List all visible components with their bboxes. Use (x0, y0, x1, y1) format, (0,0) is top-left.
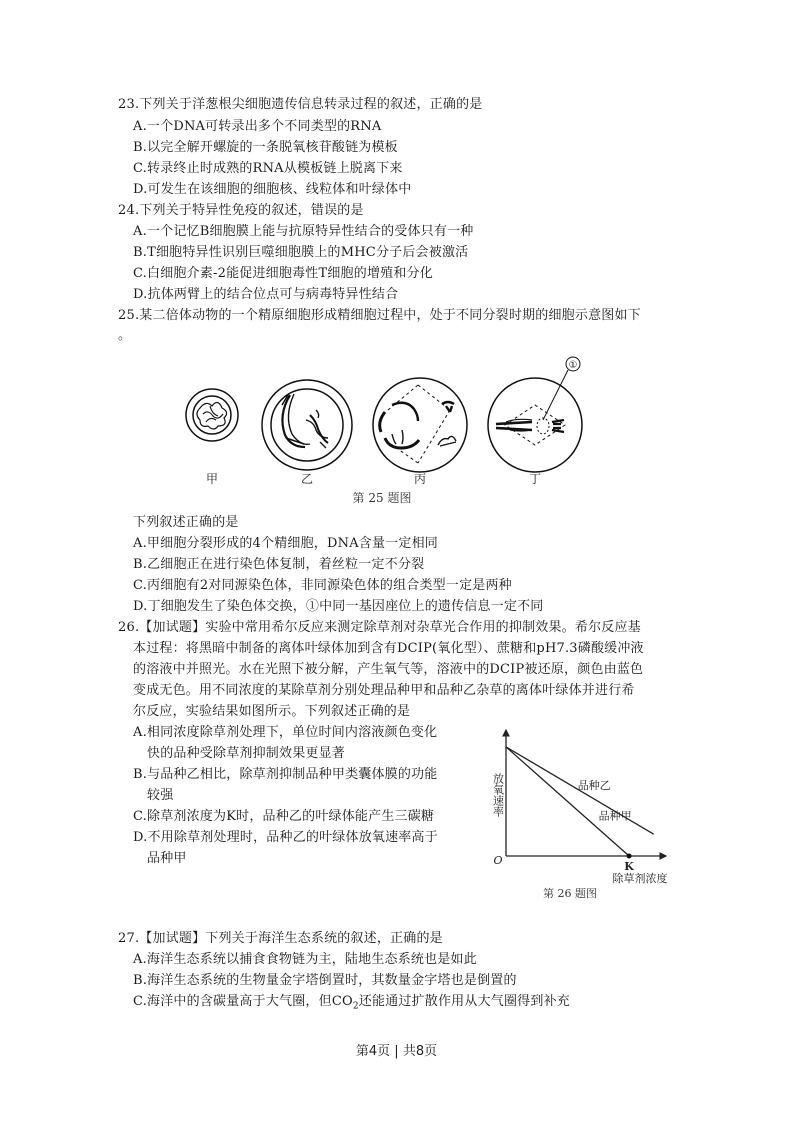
cell-label-yi: 乙 (300, 472, 314, 486)
q26-stem-line4: 变成无色。用不同浓度的某除草剂分别处理品种甲和品种乙杂草的离体叶绿体并进行希 (133, 683, 635, 698)
q26-option-d-line1: D.不用除草剂处理时，品种乙的叶绿体放氧速率高于 (133, 830, 438, 845)
q27-option-c-text: C.海洋中的含碳量高于大气圈，但CO (133, 994, 353, 1009)
series-label-pinzhong-jia: 品种甲 (598, 809, 632, 823)
q23-stem: 23.下列关于洋葱根尖细胞遗传信息转录过程的叙述，正确的是 (118, 97, 483, 112)
q23-option-d: D.可发生在该细胞的细胞核、线粒体和叶绿体中 (133, 182, 412, 197)
q25-stem-line2: 。 (118, 328, 132, 343)
q26-stem-line2: 本过程：将黑暗中制备的离体叶绿体加到含有DCIP(氧化型）、蔗糖和pH7.3磷酸缓冲液 (133, 641, 644, 656)
q24-option-d: D.抗体两臂上的结合位点可与病毒特异性结合 (133, 287, 399, 302)
x-tick-k: K (624, 860, 634, 873)
q27-stem: 27.【加试题】下列关于海洋生态系统的叙述，正确的是 (118, 931, 443, 946)
q25-option-b: B.乙细胞正在进行染色体复制，着丝粒一定不分裂 (133, 557, 425, 572)
cell-yi (262, 380, 352, 470)
cell-jia (186, 389, 238, 441)
q26-option-b-line2: 较强 (147, 788, 174, 803)
q23-option-c: C.转录终止时成熟的RNA从模板链上脱离下来 (133, 161, 403, 176)
q26-option-a-line2: 快的品种受除草剂抑制效果更显著 (147, 746, 346, 761)
q26-option-b-line1: B.与品种乙相比，除草剂抑制品种甲类囊体膜的功能 (133, 767, 438, 782)
y-axis-label: 放氧速率 (491, 773, 505, 817)
q26-stem-line1: 26.【加试题】实验中常用希尔反应来测定除草剂对杂草光合作用的抑制效果。希尔反应基 (118, 620, 641, 635)
q26-oxygen-rate-chart (470, 720, 680, 900)
q25-option-c: C.丙细胞有2对同源染色体，非同源染色体的组合类型一定是两种 (133, 578, 512, 593)
q23-option-a: A.一个DNA可转录出多个不同类型的RNA (133, 119, 382, 134)
q25-stem-line1: 25.某二倍体动物的一个精原细胞形成精细胞过程中，处于不同分裂时期的细胞示意图如下 (118, 308, 641, 323)
cell-label-ding: 丁 (528, 472, 542, 486)
cell-label-jia: 甲 (205, 472, 219, 486)
cell-bing (373, 378, 467, 472)
series-line-pinzhong-jia (506, 747, 629, 856)
q25-marker-1: ① (568, 360, 578, 371)
q25-figure-caption: 第 25 题图 (352, 491, 412, 505)
q24-option-b: B.T细胞特异性识别巨噬细胞膜上的MHC分子后会被激活 (133, 245, 469, 260)
x-axis-label: 除草剂浓度 (612, 872, 668, 885)
cell-ding (488, 357, 582, 472)
q26-option-a-line1: A.相同浓度除草剂处理下，单位时间内溶液颜色变化 (133, 725, 438, 740)
q26-figure-caption: 第 26 题图 (543, 887, 597, 900)
q27-option-a: A.海洋生态系统以捕食食物链为主，陆地生态系统也是如此 (133, 952, 477, 967)
q27-option-c-subscript: 2 (352, 1001, 359, 1012)
q27-option-b: B.海洋生态系统的生物量金字塔倒置时，其数量金字塔也是倒置的 (133, 973, 517, 988)
q25-prompt: 下列叙述正确的是 (133, 515, 239, 530)
cell-label-bing: 丙 (413, 472, 427, 486)
q26-stem-line3: 的溶液中并照光。水在光照下被分解，产生氧气等，溶液中的DCIP被还原，颜色由蓝色 (133, 662, 644, 677)
q26-option-c: C.除草剂浓度为K时，品种乙的叶绿体能产生三碳糖 (133, 809, 435, 824)
q25-option-d: D.丁细胞发生了染色体交换，①中同一基因座位上的遗传信息一定不同 (133, 599, 544, 614)
origin-label: O (493, 854, 503, 867)
q26-stem-line5: 尔反应，实验结果如图所示。下列叙述正确的是 (133, 704, 411, 719)
q24-option-c: C.白细胞介素-2能促进细胞毒性T细胞的增殖和分化 (133, 266, 433, 281)
q27-option-c (133, 993, 570, 1016)
k-point-marker (627, 854, 632, 859)
q27-option-c-text-rest: 还能通过扩散作用从大气圈得到补充 (358, 994, 570, 1009)
q24-option-a: A.一个记忆B细胞膜上能与抗原特异性结合的受体只有一种 (133, 224, 474, 239)
q23-option-b: B.以完全解开螺旋的一条脱氧核苷酸链为模板 (133, 140, 398, 155)
series-label-pinzhong-yi: 品种乙 (577, 778, 611, 792)
q26-option-d-line2: 品种甲 (147, 851, 187, 866)
q25-cell-division-figure (170, 350, 610, 510)
page-footer: 第4页 | 共8页 (355, 1044, 438, 1059)
q25-option-a: A.甲细胞分裂形成的4个精细胞，DNA含量一定相同 (133, 536, 438, 551)
q24-stem: 24.下列关于特异性免疫的叙述，错误的是 (118, 203, 364, 218)
